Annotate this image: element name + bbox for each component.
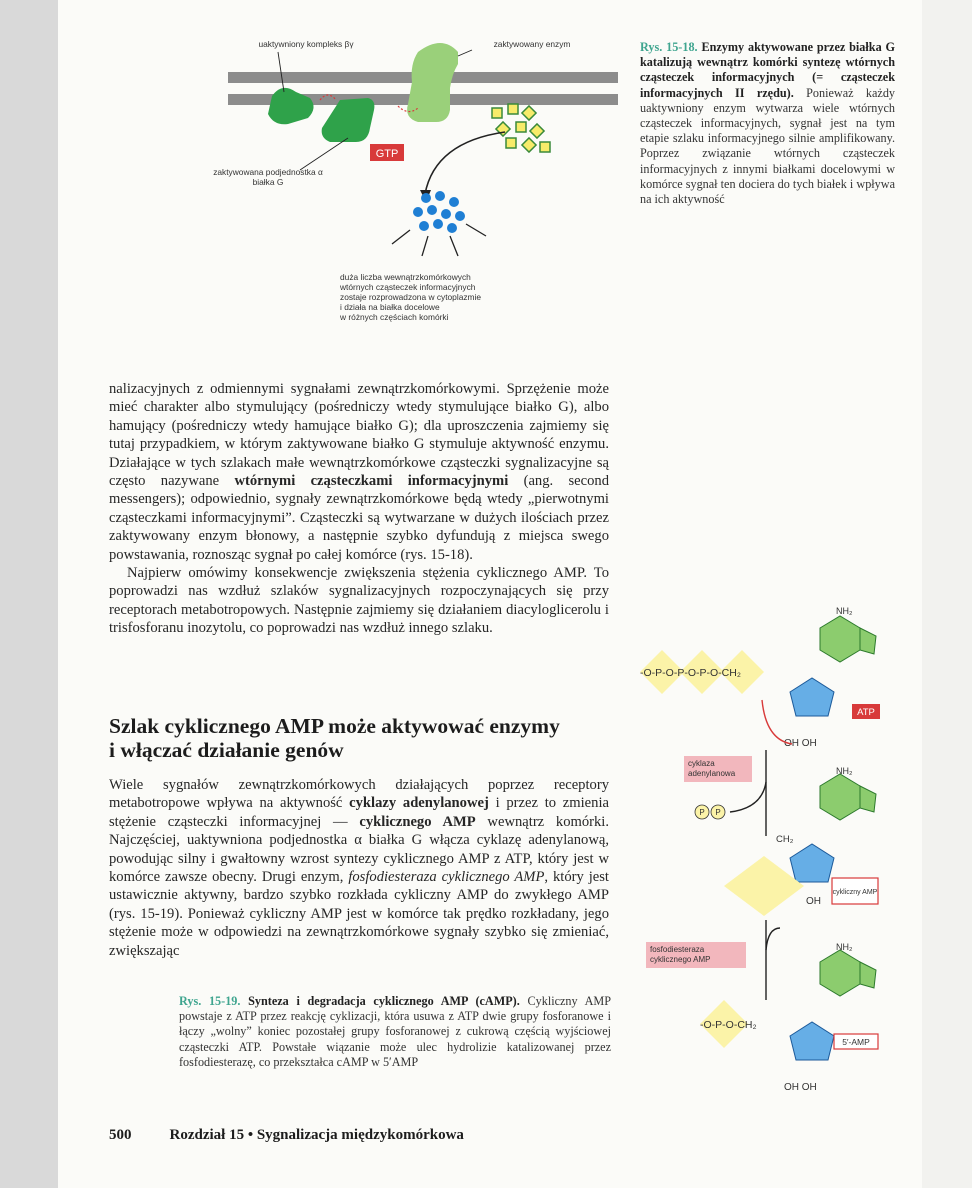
camp-nh2: NH₂ [836, 766, 853, 776]
activated-enzyme-shape [407, 43, 458, 122]
ppi-p-2: P [715, 808, 721, 817]
body-section-1 [109, 380, 609, 638]
atp-label: ATP [857, 707, 875, 718]
label-activated-enzyme: zaktywowany enzym [493, 39, 571, 49]
term-adenylyl-cyclase: cyklazy adenylanowej [349, 795, 489, 812]
paragraph-1 [109, 380, 609, 564]
ppi-arrow [730, 782, 766, 812]
paragraph-1-b: (ang. second messengers); odpowiednio, sygnały zewnątrzkomórkowe będą wtedy „pierwotnymi cząsteczkami informacyjnymi”. Cząsteczki są wytwarzane w dużych ilościach przez zaktywowany enzym błonowy, a następnie szybko dyfundują z miejsca swego powstawania, roznosząc sygnał po całej komórce (rys. 15-18). [109, 473, 610, 563]
label-messengers-3: zostaje rozprowadzona w cytoplazmie [340, 292, 482, 302]
paragraph-3-c: wewnątrz komórki. Najczęściej, uaktywniona podjednostka α białka G włącza cyklazę adenylanową, powodując silny i gwałtowny wzrost syntezy cyklicznego AMP z ATP, który jest w komórce zawsze obecny. Drugi enzym, [109, 813, 609, 886]
label-subunit-2: białka G [252, 177, 284, 187]
caption-15-18-text: Ponieważ każdy uaktywniony enzym wytwarza wiele wtórnych cząsteczek informacyjnych, sygnał jest na tym etapie szlaku informacyjnego silnie amplifikowany. Poprzez związanie wtórnych cząsteczek informacyjnych z innymi białkami docelowymi w komórce sygnał ten dociera do tych białek i wpływa na ich aktywność [640, 85, 896, 207]
subunit-pointer [300, 138, 348, 170]
enzyme-pde-1: fosfodiesteraza [650, 945, 705, 954]
term-second-messengers: wtórnymi cząsteczkami informacyjnymi [234, 473, 509, 490]
caption-15-19-text: Cykliczny AMP powstaje z ATP przez reakcję cyklizacji, która usuwa z ATP dwie grupy fosforanowe i łączy „wolny” koniec pozostałej grupy fosforanowej z cukrową częścią wyjściowej cząsteczki ATP. Powstałe wiązanie może ulec hydrolizie katalizowanej przez fosfodiesterazę, co przekształca cAMP w 5′AMP [179, 994, 612, 1069]
camp-oh: OH [806, 896, 821, 907]
page-number: 500 [109, 1127, 132, 1143]
caption-15-19-title: Synteza i degradacja cyklicznego AMP (cAMP). [248, 994, 520, 1008]
precursor-molecules [492, 104, 550, 152]
chapter-title: Rozdział 15 • Sygnalizacja międzykomórkowa [169, 1127, 464, 1143]
label-messengers-5: w różnych częściach komórki [340, 312, 449, 322]
page-footer [109, 1127, 464, 1144]
caption-15-19 [179, 994, 611, 1070]
amp-label: 5′-AMP [842, 1037, 870, 1047]
label-inactive-complex: uaktywniony kompleks βγ [258, 39, 354, 49]
term-phosphodiesterase: fosfodiesteraza cyklicznego AMP [348, 869, 545, 886]
paragraph-3-d: , który jest ustawicznie aktywny, bardzo szybko rozkłada cykliczny AMP do zwykłego AMP (rys. 15-19). Ponieważ cykliczny AMP jest w komórce tak prędko rozkładany, jego stężenie może w odpowiedzi na zewnątrzkomórkowe sygnały szybko się zmieniać, zwiększając [109, 869, 609, 959]
section-heading [109, 714, 629, 762]
caption-15-18 [640, 40, 895, 207]
body-section-2 [109, 776, 609, 960]
heading-line-1: Szlak cyklicznego AMP może aktywować enzymy [109, 714, 560, 738]
label-messengers-2: wtórnych cząsteczek informacyjnych [340, 282, 476, 292]
enzyme-adenylyl-cyclase-1: cyklaza [688, 759, 715, 768]
camp-label: cykliczny AMP [832, 889, 878, 896]
paragraph-3 [109, 776, 609, 960]
beta-gamma-complex [268, 88, 314, 124]
amp-phosphate-chain: -O-P-O-CH₂ [700, 1019, 757, 1031]
figure-15-18 [180, 30, 620, 340]
figure-15-19 [640, 600, 910, 1100]
conversion-arrow [425, 132, 505, 194]
caption-15-19-number: Rys. 15-19. [179, 994, 241, 1008]
atp-oh-oh: OH OH [784, 738, 817, 749]
paragraph-3-b: i przez to zmienia stężenie cząsteczki informacyjnej — [109, 795, 609, 830]
paragraph-1-a: nalizacyjnych z odmiennymi sygnałami zewnątrzkomórkowymi. Sprzężenie może mieć charakter albo stymulujący (pośredniczy wtedy stymulujące białko G), albo hamujący (pośredniczy wtedy hamujące białko G); dla uproszczenia zajmiemy się tutaj przypadkiem, w którym zaktywowane białko G stymuluje aktywność enzymu. Działające w tych szlakach małe wewnątrzkomórkowe cząsteczki sygnalizacyjne są często nazywane [109, 381, 609, 490]
caption-15-18-number: Rys. 15-18. [640, 40, 698, 54]
gtp-label: GTP [375, 148, 399, 160]
enzyme-adenylyl-cyclase-2: adenylanowa [688, 769, 736, 778]
second-messengers [413, 191, 465, 233]
label-subunit-1: zaktywowana podjednostka α [213, 167, 323, 177]
page-edge [922, 0, 972, 1188]
heading-line-2: i włączać działanie genów [109, 738, 344, 762]
amp-nh2: NH₂ [836, 942, 853, 952]
water-arrow [766, 928, 780, 950]
enzyme-pointer [458, 50, 472, 56]
label-messengers-4: i działa na białka docelowe [340, 302, 440, 312]
caption-15-18-title: Enzymy aktywowane przez białka G katalizują wewnątrz komórki syntezę wtórnych cząsteczek informacyjnych (= cząsteczek informacyjnych II rzędu). [640, 40, 896, 100]
atp-nh2: NH₂ [836, 606, 853, 616]
atp-phosphate-chain: -O-P-O-P-O-P-O-CH₂ [640, 667, 741, 679]
atp-molecule [640, 606, 880, 749]
amp-oh-oh: OH OH [784, 1082, 817, 1093]
camp-ch2: CH₂ [776, 834, 794, 845]
enzyme-pde-2: cyklicznego AMP [650, 955, 711, 964]
paragraph-3-a: Wiele sygnałów zewnątrzkomórkowych działających poprzez receptory metabotropowe wpływa na aktywność [109, 777, 609, 812]
camp-molecule [724, 766, 878, 916]
ppi-p-1: P [699, 808, 705, 817]
term-cyclic-amp: cyklicznego AMP [359, 813, 476, 830]
label-messengers-1: duża liczba wewnątrzkomórkowych [340, 272, 471, 282]
paragraph-2: Najpierw omówimy konsekwencje zwiększenia stężenia cyklicznego AMP. To poprowadzi nas wzdłuż szlaków sygnalizacyjnych rozpoczynających się przy receptorach metabotropowych. Następnie zajmiemy się działaniem diacyloglicerolu i trisfosforanu inozytolu, co poprowadzi nas wzdłuż innego szlaku. [109, 565, 609, 637]
